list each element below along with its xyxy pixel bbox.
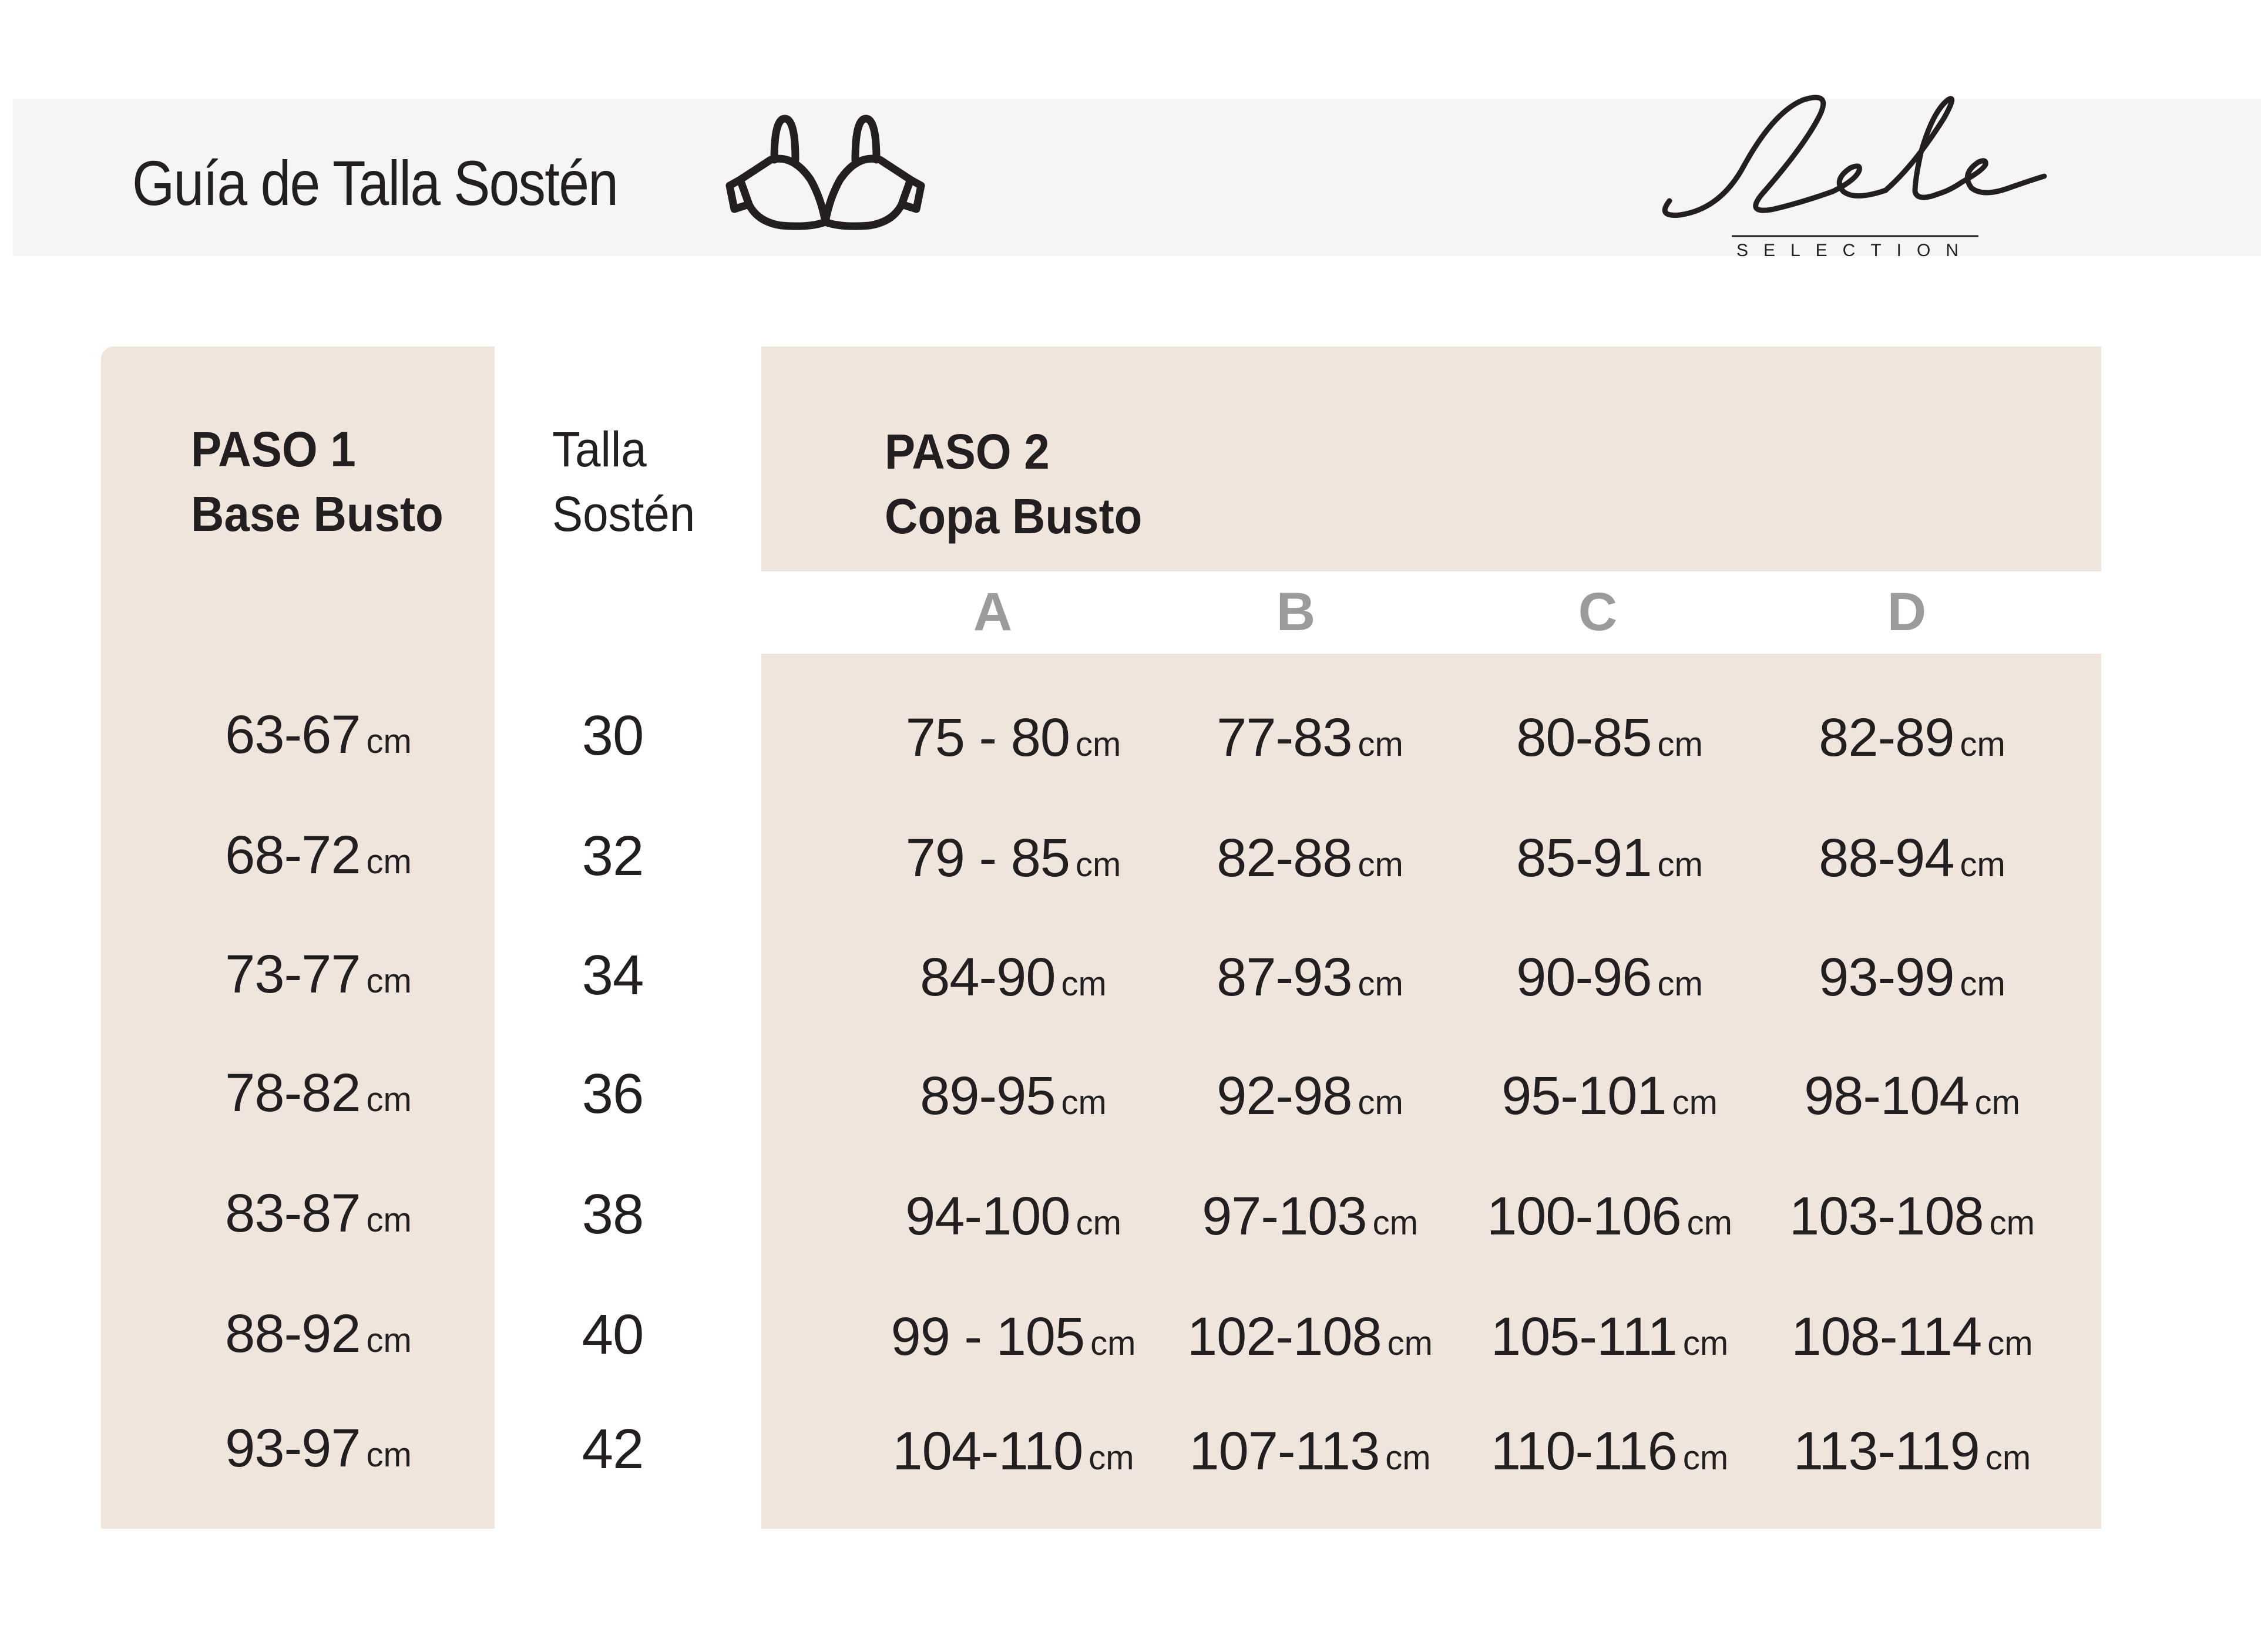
cup-d-cell-value: 113-119 (1793, 1421, 1980, 1481)
unit-label: cm (1090, 1324, 1136, 1362)
cup-a-cell-value: 104-110 (892, 1421, 1083, 1481)
unit-label: cm (366, 1436, 412, 1474)
step2-header (885, 419, 1142, 549)
cup-letter-a: A (973, 582, 1013, 642)
cup-a-cell-value: 75 - 80 (905, 708, 1070, 768)
cup-b-cell (1217, 1066, 1403, 1126)
cup-a-cell (905, 708, 1121, 768)
cup-b-cell (1217, 708, 1403, 768)
base-busto-cell (225, 1183, 412, 1243)
cup-d-cell (1819, 947, 2005, 1007)
cup-b-cell-value: 97-103 (1202, 1186, 1367, 1246)
unit-label: cm (1974, 1084, 2020, 1122)
unit-label: cm (1076, 846, 1121, 884)
cup-b-cell-value: 102-108 (1187, 1307, 1382, 1367)
cup-c-cell-value: 105-111 (1490, 1307, 1677, 1367)
base-busto-cell (225, 944, 412, 1004)
unit-label: cm (1387, 1324, 1433, 1362)
cup-d-cell (1791, 1307, 2033, 1367)
base-busto-cell (225, 705, 412, 765)
talla-cell-value: 38 (582, 1183, 644, 1246)
cup-c-cell (1516, 828, 1703, 888)
cup-d-cell-value: 103-108 (1789, 1186, 1984, 1246)
cup-a-cell (891, 1307, 1136, 1367)
unit-label: cm (1686, 1204, 1732, 1242)
cup-d-cell (1789, 1186, 2035, 1246)
unit-label: cm (1088, 1439, 1134, 1477)
unit-label: cm (366, 1321, 412, 1360)
base-busto-cell (225, 1418, 412, 1478)
cup-c-cell (1490, 1307, 1729, 1367)
talla-cell (582, 704, 644, 767)
cup-a-cell (920, 1066, 1107, 1126)
cup-a-cell-value: 84-90 (920, 947, 1056, 1007)
step1-header (191, 417, 444, 546)
cup-c-cell-value: 90-96 (1516, 947, 1652, 1007)
unit-label: cm (1657, 965, 1703, 1003)
base-busto-cell (225, 1063, 412, 1123)
cup-c-cell-value: 80-85 (1516, 708, 1652, 768)
cup-letter-d: D (1887, 582, 1927, 642)
unit-label: cm (1061, 965, 1107, 1003)
talla-cell-value: 32 (582, 825, 644, 887)
unit-label: cm (1385, 1439, 1431, 1477)
cup-c-cell (1490, 1421, 1729, 1481)
cup-c-cell (1501, 1066, 1718, 1126)
base-busto-cell-value: 93-97 (225, 1418, 361, 1478)
cup-d-cell (1793, 1421, 2031, 1481)
base-busto-cell-value: 73-77 (225, 944, 361, 1004)
size-header (552, 417, 695, 546)
cup-b-cell (1217, 947, 1403, 1007)
unit-label: cm (1657, 846, 1703, 884)
cup-b-cell (1187, 1307, 1433, 1367)
talla-cell-value: 36 (582, 1062, 644, 1125)
unit-label: cm (1076, 725, 1121, 763)
cup-a-cell-value: 79 - 85 (905, 828, 1070, 888)
unit-label: cm (1061, 1084, 1107, 1122)
cup-a-cell (905, 828, 1121, 888)
unit-label: cm (1985, 1439, 2031, 1477)
step2-sublabel: Copa Busto (885, 489, 1143, 544)
base-busto-cell-value: 78-82 (225, 1063, 361, 1123)
unit-label: cm (1960, 965, 2005, 1003)
unit-label: cm (1358, 1084, 1403, 1122)
size-label: Talla (552, 422, 647, 477)
unit-label: cm (1076, 1204, 1121, 1242)
unit-label: cm (366, 1081, 412, 1119)
cup-b-cell-value: 92-98 (1217, 1066, 1352, 1126)
unit-label: cm (1960, 846, 2005, 884)
base-busto-cell (225, 1304, 412, 1364)
unit-label: cm (1358, 846, 1403, 884)
cup-d-cell (1819, 828, 2005, 888)
base-busto-cell-value: 88-92 (225, 1304, 361, 1364)
step2-label: PASO 2 (885, 424, 1050, 479)
cup-b-cell-value: 107-113 (1189, 1421, 1380, 1481)
cup-a-cell-value: 99 - 105 (891, 1307, 1085, 1367)
cup-a-cell (905, 1186, 1121, 1246)
bra-icon (723, 110, 928, 240)
unit-label: cm (1672, 1084, 1718, 1122)
unit-label: cm (1358, 965, 1403, 1003)
unit-label: cm (366, 962, 412, 1000)
cup-b-cell (1217, 828, 1403, 888)
talla-cell-value: 42 (582, 1418, 644, 1481)
talla-cell (582, 944, 644, 1007)
cup-d-cell (1819, 708, 2005, 768)
cup-d-cell (1804, 1066, 2020, 1126)
step1-label: PASO 1 (191, 422, 356, 477)
unit-label: cm (1960, 725, 2005, 763)
cup-d-cell-value: 98-104 (1804, 1066, 1969, 1126)
cup-c-cell-value: 110-116 (1490, 1421, 1677, 1481)
base-busto-cell-value: 63-67 (225, 705, 361, 765)
cup-letter-b: B (1276, 582, 1316, 642)
base-busto-cell-value: 68-72 (225, 825, 361, 885)
unit-label: cm (366, 843, 412, 881)
talla-cell-value: 40 (582, 1303, 644, 1366)
cup-b-cell-value: 82-88 (1217, 828, 1352, 888)
cup-a-cell (892, 1421, 1134, 1481)
cup-a-cell-value: 89-95 (920, 1066, 1056, 1126)
cup-c-cell (1487, 1186, 1732, 1246)
unit-label: cm (1682, 1439, 1729, 1477)
unit-label: cm (1682, 1324, 1729, 1362)
step1-sublabel: Base Busto (191, 486, 444, 541)
cup-d-cell-value: 93-99 (1819, 947, 1954, 1007)
unit-label: cm (1372, 1204, 1418, 1242)
cup-c-cell-value: 100-106 (1487, 1186, 1681, 1246)
cup-d-cell-value: 82-89 (1819, 708, 1954, 768)
talla-cell (582, 825, 644, 887)
unit-label: cm (1987, 1324, 2033, 1362)
talla-cell (582, 1062, 644, 1125)
page-title: Guía de Talla Sostén (132, 147, 618, 218)
talla-cell (582, 1183, 644, 1246)
cup-a-cell (920, 947, 1107, 1007)
cup-b-cell-value: 77-83 (1217, 708, 1352, 768)
cup-letter-c: C (1578, 582, 1618, 642)
cup-b-cell-value: 87-93 (1217, 947, 1352, 1007)
cup-b-cell (1189, 1421, 1431, 1481)
unit-label: cm (1657, 725, 1703, 763)
brand-subtitle: SELECTION (1736, 241, 1974, 260)
unit-label: cm (366, 722, 412, 761)
cup-c-cell-value: 95-101 (1501, 1066, 1667, 1126)
cup-b-cell (1202, 1186, 1418, 1246)
size-sublabel: Sostén (552, 486, 696, 541)
cup-d-cell-value: 88-94 (1819, 828, 1954, 888)
cup-c-cell (1516, 708, 1703, 768)
cup-c-cell-value: 85-91 (1516, 828, 1652, 888)
talla-cell (582, 1418, 644, 1481)
talla-cell-value: 34 (582, 944, 644, 1007)
unit-label: cm (1358, 725, 1403, 763)
unit-label: cm (366, 1201, 412, 1239)
logo-text: Lele (1662, 82, 1664, 83)
base-busto-cell (225, 825, 412, 885)
talla-cell-value: 30 (582, 704, 644, 767)
talla-cell (582, 1303, 644, 1366)
unit-label: cm (1989, 1204, 2035, 1242)
cup-d-cell-value: 108-114 (1791, 1307, 1982, 1367)
cup-a-cell-value: 94-100 (905, 1186, 1070, 1246)
base-busto-cell-value: 83-87 (225, 1183, 361, 1243)
cup-c-cell (1516, 947, 1703, 1007)
